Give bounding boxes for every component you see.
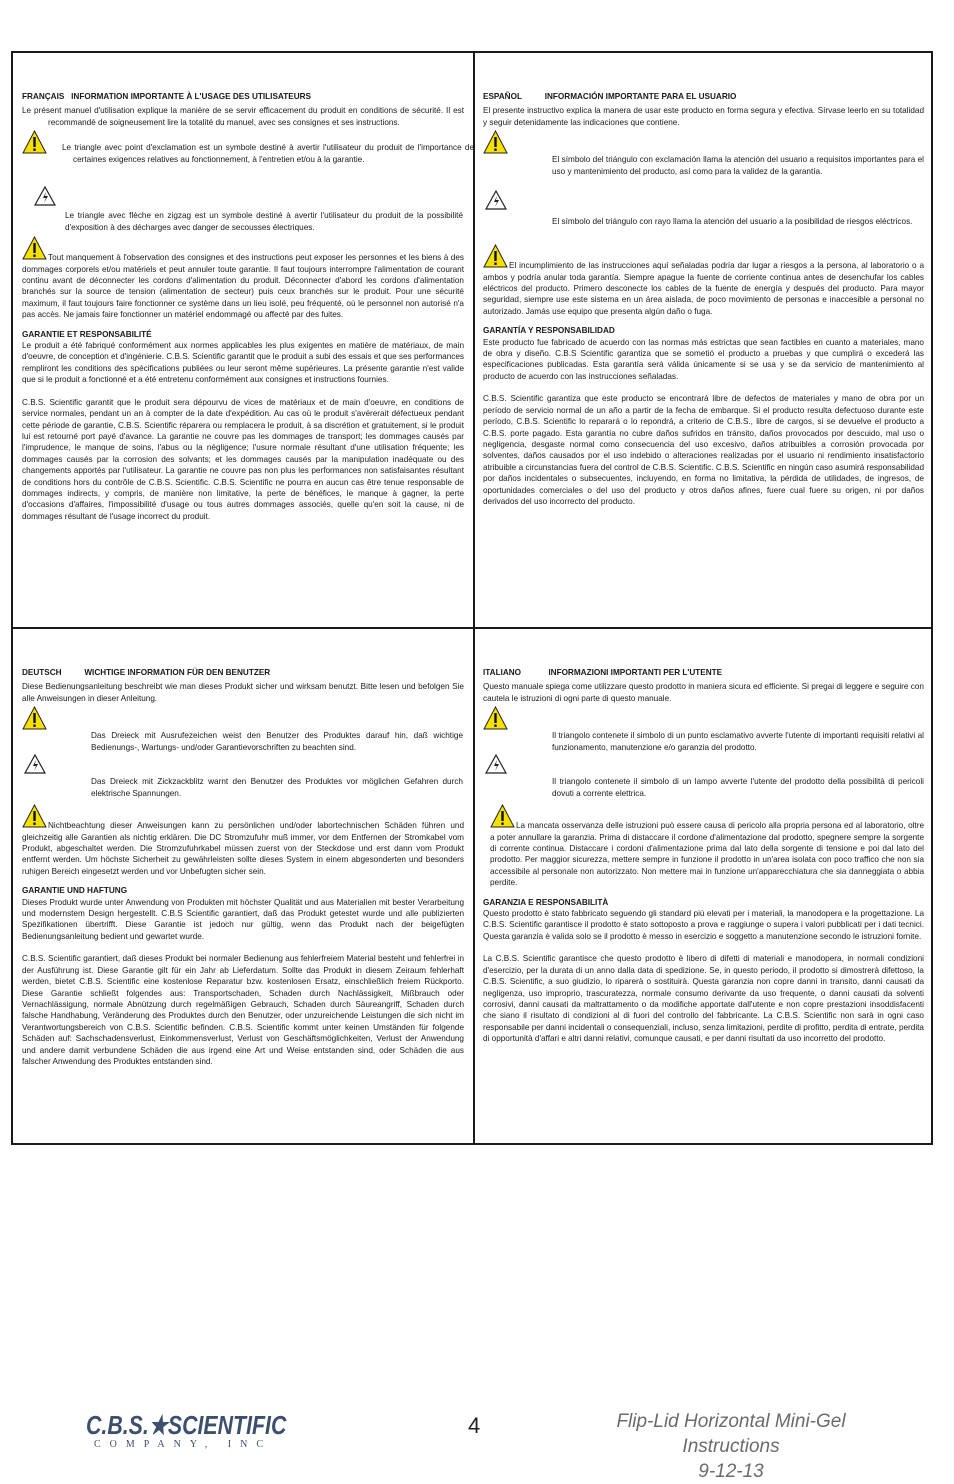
section-title: INFORMACIÓN IMPORTANTE PARA EL USUARIO (544, 92, 737, 101)
company-logo (86, 1410, 292, 1460)
warranty-paragraph-1: Este producto fue fabricado de acuerdo con las normas más estrictas que sean factibles en cuanto a materiales, mano de obra y diseño. C.B.S Scientific garantiza que se sometió el producto a pruebas y que cumplirá o excederá las especificaciones publicadas. Esta garantía será válida únicamente si se usa y se da servicio de mantenimiento al producto de acuerdo con las instrucciones señaladas. (483, 337, 924, 381)
warranty-paragraph-2: C.B.S. Scientific garantiza que este producto se encontrará libre de defectos de materiales y mano de obra por un período de servicio normal de un año a partir de la fecha de embarque. Si el producto resulta defectuoso durante este período, C.B.S. Scientific lo reparará o lo repondrá, a criterio de C.B.S., libre de cargos, si se devuelve el producto a C.B.S. porte pagado. Esta garantía no cubre daños sufridos en tránsito, daños provocados por descuido, mal uso o negligencia, desgaste normal como consecuencia del uso excesivo, daños atribuibles a corrosión provocada por solventes, daños causados por el uso indebido o alteraciones realizadas por el usuario ni rendimiento insatisfactorio atribuible a circunstancias fuera del control de C.B.S. Scientific. C.B.S. Scientific en ningún caso asumirá responsabilidad por daños incidentales o subsecuentes, incluyendo, en forma no limitativa, la pérdida de utilidades, de ingresos, de oportunidades comerciales o del uso del producto y otros daños afines, fuere cual fuere su origen, ni por daños derivados del uso incorrecto del producto. (483, 394, 924, 506)
language-label: FRANÇAIS (22, 92, 65, 101)
exclamation-warning-icon (483, 706, 508, 730)
column-divider (473, 53, 475, 1143)
exclamation-warning-icon (22, 706, 47, 730)
section-italian (483, 667, 924, 1045)
shock-description: El símbolo del triángulo con rayo llama la atención del usuario a la posibilidad de riesgos eléctricos. (552, 217, 913, 227)
caution-text: Tout manquement à l'observation des consignes et des instructions peut exposer les personnes et les biens à des dommages corporels et/ou matériels et peut annuler toute garantie. Il faut toujours interrompre l'alimentation de courant continu avant de déconnecter les cordons d'alimentation du produit. Déconnecter d'abord les cordons d'alimentation branchés sur la source de tension (alimentation de secteur) puis ceux branchés sur le produit. Pour une sécurité maximum, il faut toujours faire fonctionner ce système dans un lieu isolé, peu fréquenté, où le personnel non autorisé n'a pas accès. Ne jamais faire fonctionner un matériel endommagé ou affecté par des fuites. (22, 253, 464, 320)
section-header (483, 91, 924, 102)
intro-text: Questo manuale spiega come utilizzare questo prodotto in maniera sicura ed efficiente. Si pregai di leggere e seguire con cautela le istruzioni di ogni parte di questo manuale. (483, 682, 924, 703)
shock-description: Le triangle avec flèche en zigzag est un symbole destiné à avertir l'utilisateur du produit de la possibilité d'exposition à des décharges avec danger de secousses électriques. (65, 211, 463, 232)
section-header (22, 667, 464, 678)
intro-text: Diese Bedienungsanleitung beschreibt wie man dieses Produkt sicher und wirksam benutzt. Bitte lesen und befolgen Sie alle Anweisungen in dieser Anleitung. (22, 682, 464, 703)
language-label: ITALIANO (483, 668, 522, 677)
warranty-paragraph-2: C.B.S. Scientific garantit que le produit sera dépourvu de vices de matériaux et de main d'oeuvre, en conditions de service normales, pendant un an à compter de la date d'expédition. Au cas où le produit s'avérerait défectueux pendant cette période de garantie, C.B.S. Scientific réparera ou remplacera le produit, à sa discrétion et gratuitement, si le produit lui est retourné port payé d'avance. La garantie ne couvre pas les dommages de transport; les dommages causés par l'imprudence, le manque de soins, l'abus ou la négligence; l'usure normale résultant d'une utilisation fréquente; les dommages causés par la corrosion des solvants; et les dommages causés par la manipulation inadéquate ou des changements apportés par l'utilisateur. La garantie ne couvre pas non plus les performances non satisfaisantes résultant de conditions hors du contrôle de C.B.S. Scientific. C.B.S. Scientific ne pourra en aucun cas être tenue responsable de dommages indirects, y compris, de manière non limitative, la perte de bénéfices, le manque à gagner, la perte d'occasions d'affaires, l'impossibilité d'usage ou tous autres dommages associés, quelle qu'en soit la cause, ni de dommages résultant de l'usage incorrect du produit. (22, 397, 464, 521)
section-header (483, 667, 924, 678)
exclamation-description: Le triangle avec point d'exclamation est un symbole destiné à avertir l'utilisateur du produit de l'importance de certaines exigences relatives au fonctionnement, à l'entretien et/ou à la garantie. (62, 143, 474, 164)
document-title-line-1: Flip-Lid Horizontal Mini-Gel Instructions (616, 1411, 846, 1457)
electric-shock-icon (24, 754, 46, 774)
document-title (566, 1409, 896, 1484)
caution-warning-icon (483, 244, 508, 268)
document-date: 9-12-13 (698, 1461, 764, 1482)
electric-shock-icon (485, 754, 507, 774)
language-label: DEUTSCH (22, 668, 62, 677)
document-grid (11, 51, 933, 1145)
caution-text: El incumplimiento de las instrucciones aquí señaladas podría dar lugar a riesgos a la persona, al laboratorio o a ambos y podría anular toda garantía. Siempre apague la fuente de corriente continua antes de desenchufar los cables eléctricos del producto. Primero desconecte los cables de la fuente de energía y después del producto. Para mayor seguridad, siempre use este sistema en un área aislada, de poco movimiento de personas e inaccesible a personal no autorizado. Jamás use equipo que presenta algún daño o fuga. (483, 261, 924, 316)
warranty-paragraph-1: Dieses Produkt wurde unter Anwendung von Produkten mit höchster Qualität und aus Materialien mit bester Verarbeitung und modernstem Design hergestellt. C.B.S Scientific garantiert, daß das Produkt getestet wurde und alle publizierten Spezifikationen übertrifft. Diese Garantie ist jedoch nur gültig, wenn das Produkt nach der beigefügten Bedienungsanleitung bedient und gewartet wurde. (22, 897, 464, 941)
exclamation-description: Il triangolo contenete il simbolo di un punto esclamativo avverte l'utente di importanti requisiti relativi al funzionamento, manutenzione e/o garanzia del prodotto. (552, 731, 924, 752)
logo-wordmark: C.B.S.★SCIENTIFIC (86, 1410, 287, 1440)
warranty-paragraph-1: Le produit a été fabriqué conformément aux normes applicables les plus exigentes en matière de matériaux, de main d'oeuvre, de conception et d'ingénierie. C.B.S. Scientific garantit que le produit a subi des essais et que ses performances rempliront les conditions des spécifications publiées ou leur seront même supérieures. La présente garantie n'est valide que si le produit a fonctionné et a été entretenu conformément aux consignes et instructions fournies. (22, 341, 464, 385)
caution-text: La mancata osservanza delle istruzioni può essere causa di pericolo alla propria persona ed al laboratorio, oltre a poter annullare la garanzia. Prima di distaccare il cordone d'alimentazione dal prodotto, spegnere sempre la sorgente di corrente continua. Distaccare i cordoni d'alimentazione prima dal lato della sorgente di tensione e poi dal lato del prodotto. Per maggior sicurezza, mettere sempre in funzione il prodotto in un'area isolata con poco traffico che non sia accessibile al personale non autorizzato. Non mettere mai in funzione un'apparecchiatura che sia danneggiata o abbia perdite. (490, 821, 924, 888)
section-title: INFORMATION IMPORTANTE À L'USAGE DES UTILISATEURS (71, 92, 311, 101)
row-divider (13, 627, 931, 629)
logo-subtitle: COMPANY, INC (94, 1439, 273, 1450)
warranty-paragraph-2: C.B.S. Scientific garantiert, daß dieses Produkt bei normaler Bedienung aus fehlerfreiem Material besteht und fehlerfrei in der Ausführung ist. Diese Garantie gilt für ein Jahr ab Lieferdatum. Sollte das Produkt in diesem Zeiraum fehlerhaft werden, bietet C.B.S. Scientific eine kostenlose Reparatur bzw. kostenlosen Ersatz, einschließlich freiem Rückporto. Diese Garantie schließt folgendes aus: Transportschaden, Schaden durch Nachlässigkeit, Mißbrauch oder Vernachlässigung, normale Abnützung durch regelmäßigen Gebrauch, Schaden durch Säureangriff, Schaden durch falsche Handhabung, Veränderung des Produktes durch den Benutzer, oder unzureichende Leistungen die sich nicht im Verantwortungsbereich von C.B.S. Scientific befinden. C.B.S. Scientific kommt unter keinen Umständen für folgende Schäden auf: Sachschadensverlust, Einkommensverlust, Verlust von Geschäftsmöglichkeiten, Verlust der Anwendung und andere damit verbundene Schäden die aus irgend eine Art und Weise entstanden sind, oder Schäden die aus falscher Anwendung des Produktes entstanden sind. (22, 954, 464, 1066)
section-german (22, 667, 464, 1067)
warranty-title: GARANTÍA Y RESPONSABILIDAD (483, 326, 615, 336)
caution-warning-icon (22, 804, 47, 828)
language-label: ESPAÑOL (483, 92, 522, 101)
warranty-title: GARANTIE ET RESPONSABILITÉ (22, 329, 152, 339)
intro-text: Le présent manuel d'utilisation explique la manière de se servir efficacement du produit en conditions de sécurité. Il est recommandé de soigneusement lire la totalité du manuel, avec ses consignes et ses instructions. (22, 106, 464, 127)
electric-shock-icon (34, 186, 56, 206)
section-header (22, 91, 464, 102)
shock-description: Il triangolo contenete il simbolo di un lampo avverte l'utente del prodotto della possibilità di pericoli dovuti a corrente elettrica. (552, 777, 924, 798)
warranty-paragraph-2: La C.B.S. Scientific garantisce che questo prodotto è libero di difetti di materiali e manodopera, in normali condizioni d'esercizio, per la durata di un anno dalla data di spedizione. Se, in questo periodo, il prodotto si dimostrerà difettoso, la C.B.S. Scientific, a suo giudizio, lo riparerà o sostituirà. Questa garanzia non copre danni in transito, danni causati da negligenza, uso improprio, trascuratezza, normale consumo derivante da uso frequente, o danni causati da solventi corrosivi, danni causati da maltrattamento o da modifiche apportate dall'utente e non copre prestazioni insoddisfacenti che siano il risultato di condizioni al di fuori del controllo del fabbricante. La C.B.S. Scientific non sarà in ogni caso responsabile per danni incidentali o consequenziali, incluso, senza limitazioni, perdite di profitto, perdita di entrate, perdita di opportunità d'affari e altri danni relativi, comunque causati, e per danni risultati da uso incorretto del prodotto. (483, 954, 924, 1044)
intro-text: El presente instructivo explica la manera de usar este producto en forma segura y efectiva. Sírvase leerlo en su totalidad y seguir detenidamente las indicaciones que contiene. (483, 106, 924, 127)
electric-shock-icon (485, 190, 507, 210)
exclamation-warning-icon (22, 130, 47, 154)
caution-warning-icon (22, 236, 47, 260)
section-title: INFORMAZIONI IMPORTANTI PER L'UTENTE (548, 668, 723, 677)
exclamation-description: Das Dreieck mit Ausrufezeichen weist den Benutzer des Produktes darauf hin, daß wichtige Bedienungs-, Wartungs- und/oder Garantievorschriften zu beachten sind. (91, 731, 463, 752)
exclamation-warning-icon (483, 130, 508, 154)
section-title: WICHTIGE INFORMATION FÜR DEN BENUTZER (84, 668, 271, 677)
caution-warning-icon (490, 804, 515, 828)
exclamation-description: El símbolo del triángulo con exclamación llama la atención del usuario a requisitos importantes para el uso y mantenimiento del producto, así como para la validez de la garantía. (552, 155, 924, 176)
caution-text: Nichtbeachtung dieser Anweisungen kann zu persönlichen und/oder labortechnischen Schäden führen und gleichzeitig alle Garantien als nichtig erklären. Die DC Stromzufuhr muß immer, vor dem Entfernen der Stromkabel vom Produkt, abgeschaltet werden. Die Stromzufuhrkabel müssen zuerst von der Steckdose und erst dann vom Produkt entfernt werden. Um höchste Sicherheit zu gewährleisten sollte dieses System in einem abgesonderten und besonders ruhigen Bereich eingesetzt werden und vor Unbefugten sicher sein. (22, 821, 464, 876)
shock-description: Das Dreieck mit Zickzackblitz warnt den Benutzer des Produktes vor möglichen Gefahren durch elektrische Spannungen. (91, 777, 463, 798)
page-number: 4 (468, 1413, 481, 1438)
warranty-title: GARANTIE UND HAFTUNG (22, 886, 128, 896)
section-french (22, 91, 474, 522)
section-spanish (483, 91, 924, 507)
warranty-paragraph-1: Questo prodotto è stato fabbricato seguendo gli standard più elevati per i materiali, la manodopera e la progettazione. La C.B.S. Scientific garantisce il prodotto è stato sottoposto a prova e raggiunge o supera i valori pubblicati per i dati tecnici. Questa garanzia è valida solo se il prodotto è messo in esercizio e soggetto a manutenzione secondo le istruzioni fornite. (483, 909, 924, 941)
warranty-title: GARANZIA E RESPONSABILITÀ (483, 897, 609, 907)
